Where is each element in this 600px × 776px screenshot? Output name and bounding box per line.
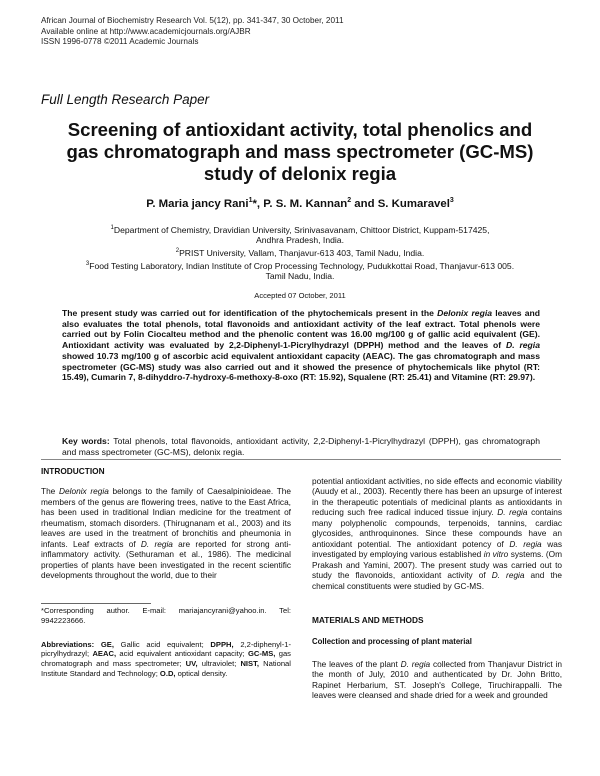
journal-url-line: Available online at http://www.academicjournals.org/AJBR [41,26,251,36]
author-1: P. Maria jancy Rani [146,197,249,210]
affiliation-2-text: PRIST University, Vallam, Thanjavur-613 403, Tamil Nadu, India. [179,247,425,258]
affiliation-3-line-1: Food Testing Laboratory, Indian Institute of Crop Processing Technology, Pudukkottai Road, Thanjavur-613 005. [89,260,515,271]
title-line-2: gas chromatograph and mass spectrometer (GC-MS) [66,141,534,162]
affiliation-3 [60,259,540,271]
abbr-dpph-def: 2,2-diphenyl-1-picrylhydrazyl; [41,639,291,659]
abbr-gcms-def: gas chromatograph and mass spectrometer; [41,649,291,669]
right-text-3: was investigated by employing various established [312,538,562,560]
abstract-text-1: The present study was carried out for identification of the phytochemicals present in the [62,308,438,318]
abbr-ge: GE, [100,639,114,649]
affiliations [60,223,540,282]
abstract-text-3: showed 10.73 mg/100 g of ascorbic acid equivalent antioxidant capacity (AEAC). The gas chromatograph and mass spectrometer (GC-MS) study was also carried out and it showed the presence of phytochemicals like phytol (RT: 15.49), Cumarin 7, 8-dihyddro-7-hydroxy-6-methoxy-8-oxo (RT: 15.92), Squalene (RT: 25.41) and Vitamine (RT: 29.97). [62,350,540,383]
abstract-text-2: leaves and also evaluates the total phenols, total flavonoids and antioxidant activity of the leaf extract. Total phenols were carried out by Folin Ciocalteu method and the phenolic content was 16.00 mg/100 g of gallic acid equivalent (GE). Antioxidant activity was evaluated by 2,2-Diphenyl-1-Picrylhydrazyl (DPPH) method and the leaves of [62,308,541,351]
methods-heading: MATERIALS AND METHODS [312,614,424,625]
abbr-od: O.D, [159,668,176,678]
author-2: P. S. M. Kannan [260,197,348,210]
author-sep: and [351,197,375,210]
title-line-1: Screening of antioxidant activity, total phenolics and [67,119,533,140]
affiliation-2-num: 2 [175,248,180,255]
abbr-od-def: optical density. [175,668,228,678]
intro-continued-paragraph [312,476,562,591]
author-3: S. Kumaravel [374,197,450,210]
abstract-species-short: D. regia [506,340,540,351]
journal-header [41,16,344,48]
abbr-nist-def: National Institute Standard and Technology; [41,659,291,678]
affiliation-1 [60,223,540,235]
journal-issn: ISSN 1996-0778 ©2011 Academic Journals [41,37,199,46]
intro-species-short: D. regia [140,538,173,549]
affiliation-1-num: 1 [110,225,114,231]
right-column [312,476,562,701]
right-text-5: and the chemical constituents were studied by GC-MS. [312,570,562,591]
abbr-uv: UV, [185,659,198,669]
intro-species: Delonix regia [59,486,109,497]
paper-type-label: Full Length Research Paper [41,92,210,107]
title-line-3: study of delonix regia [203,163,397,184]
affiliation-1-line-2: Andhra Pradesh, India. [256,235,344,246]
abbr-ge-def: Gallic acid equivalent; [113,639,211,649]
introduction-heading: INTRODUCTION [41,466,105,476]
abbreviations-label: Abbreviations: [41,639,101,649]
abstract-species: Delonix regia [437,308,492,318]
footnotes [41,606,291,679]
abbr-aeac: AEAC, [92,649,117,659]
collection-species: D. regia [400,658,431,669]
abbreviations [41,640,291,679]
keywords [62,436,540,457]
abbr-aeac-def: acid equivalent antioxidant capacity; [116,649,248,659]
section-divider [41,459,561,460]
keywords-text: Total phenols, total flavonoids, antioxidant activity, 2,2-Diphenyl-1-Picrylhydrazyl (DPPH), gas chromatograph and mass spectrometer (GC-MS), delonix regia. [62,436,540,457]
author-3-affil: 3 [449,197,454,204]
affiliation-3-line-2: Tamil Nadu, India. [265,270,335,281]
abbr-nist: NIST, [240,659,260,669]
corresponding-author: *Corresponding author. E-mail: mariajancyrani@yahoo.in. Tel: 9942223666. [41,606,291,625]
intro-text-1: The [41,486,60,497]
abbr-uv-def: ultraviolet; [197,659,241,669]
right-in-vitro: in vitro [483,549,509,560]
affiliation-1-line-1: Department of Chemistry, Dravidian University, Srinivasavanam, Chittoor District, Kuppam-517425, [113,224,490,235]
introduction-paragraph [41,486,291,580]
author-list [40,197,560,210]
journal-citation: African Journal of Biochemistry Research Vol. 5(12), pp. 341-347, 30 October, 2011 [41,16,344,25]
paper-title [40,119,560,185]
introduction-section [41,466,291,581]
intro-text-3: are reported for strong anti-inflammatory activity. (Sethuraman et al., 1986). The medicinal properties of plants have been investigated in the recent scientific developments throughout the world, due to their [41,538,291,581]
accepted-date: Accepted 07 October, 2011 [254,291,346,300]
right-species-3: D. regia [491,570,525,581]
abstract [62,308,540,383]
footnote-rule [41,603,151,604]
keywords-label: Key words: [62,436,110,446]
author-1-mark: *, [252,197,261,210]
affiliation-3-num: 3 [85,260,90,267]
collection-heading: Collection and processing of plant material [312,637,472,647]
right-text-4: systems. (Om Prakash and Yamini, 2007). The present study was carried out to study the flavonoids, antioxidant activity of [312,549,563,581]
abbr-gcms: GC-MS, [247,649,276,659]
abbr-dpph: DPPH, [210,639,234,649]
collection-text-1: The leaves of the plant [312,658,401,669]
affiliation-2 [60,246,540,258]
collection-text-2: collected from Thanjavur District in the month of July, 2010 and authenticated by Dr. John Britto, Rapinet Herbarium, ST. Joseph's College, Tiruchirappalli. The leaves were cleansed and shade dried for a week and grounded [312,658,562,701]
right-species-1: D. regia [497,507,528,518]
author-2-affil: 2 [347,197,352,204]
intro-text-2: belongs to the family of Caesalpinioideae. The members of the genus are flowering trees, native to the East Africa, has been used in traditional Indian medicine for the treatment of rheumatism, stomach disorders. (Thirugnanam et al., 2003) and its leaves are used in the treatment of bronchitis and pheumonia in infants. Leaf extracts of [41,486,291,549]
author-1-affil: 1 [248,197,253,204]
right-text-1: potential antioxidant activities, no side effects and economic viability (Auudy et al., 2003). Recently there has been an upsurge of interest in the therapeutic potentials of medicinal plants as antioxidants in reducing such free radical induced tissue injury. [312,476,562,518]
right-text-2: contains many polyphenolic compounds, terpenoids, tannins, cardiac glycosides, anthroquinones. Since these compounds have an antioxidant potential. The antioxidant potency of [312,507,562,549]
collection-paragraph [312,659,562,701]
right-species-2: D. regia [509,538,542,549]
